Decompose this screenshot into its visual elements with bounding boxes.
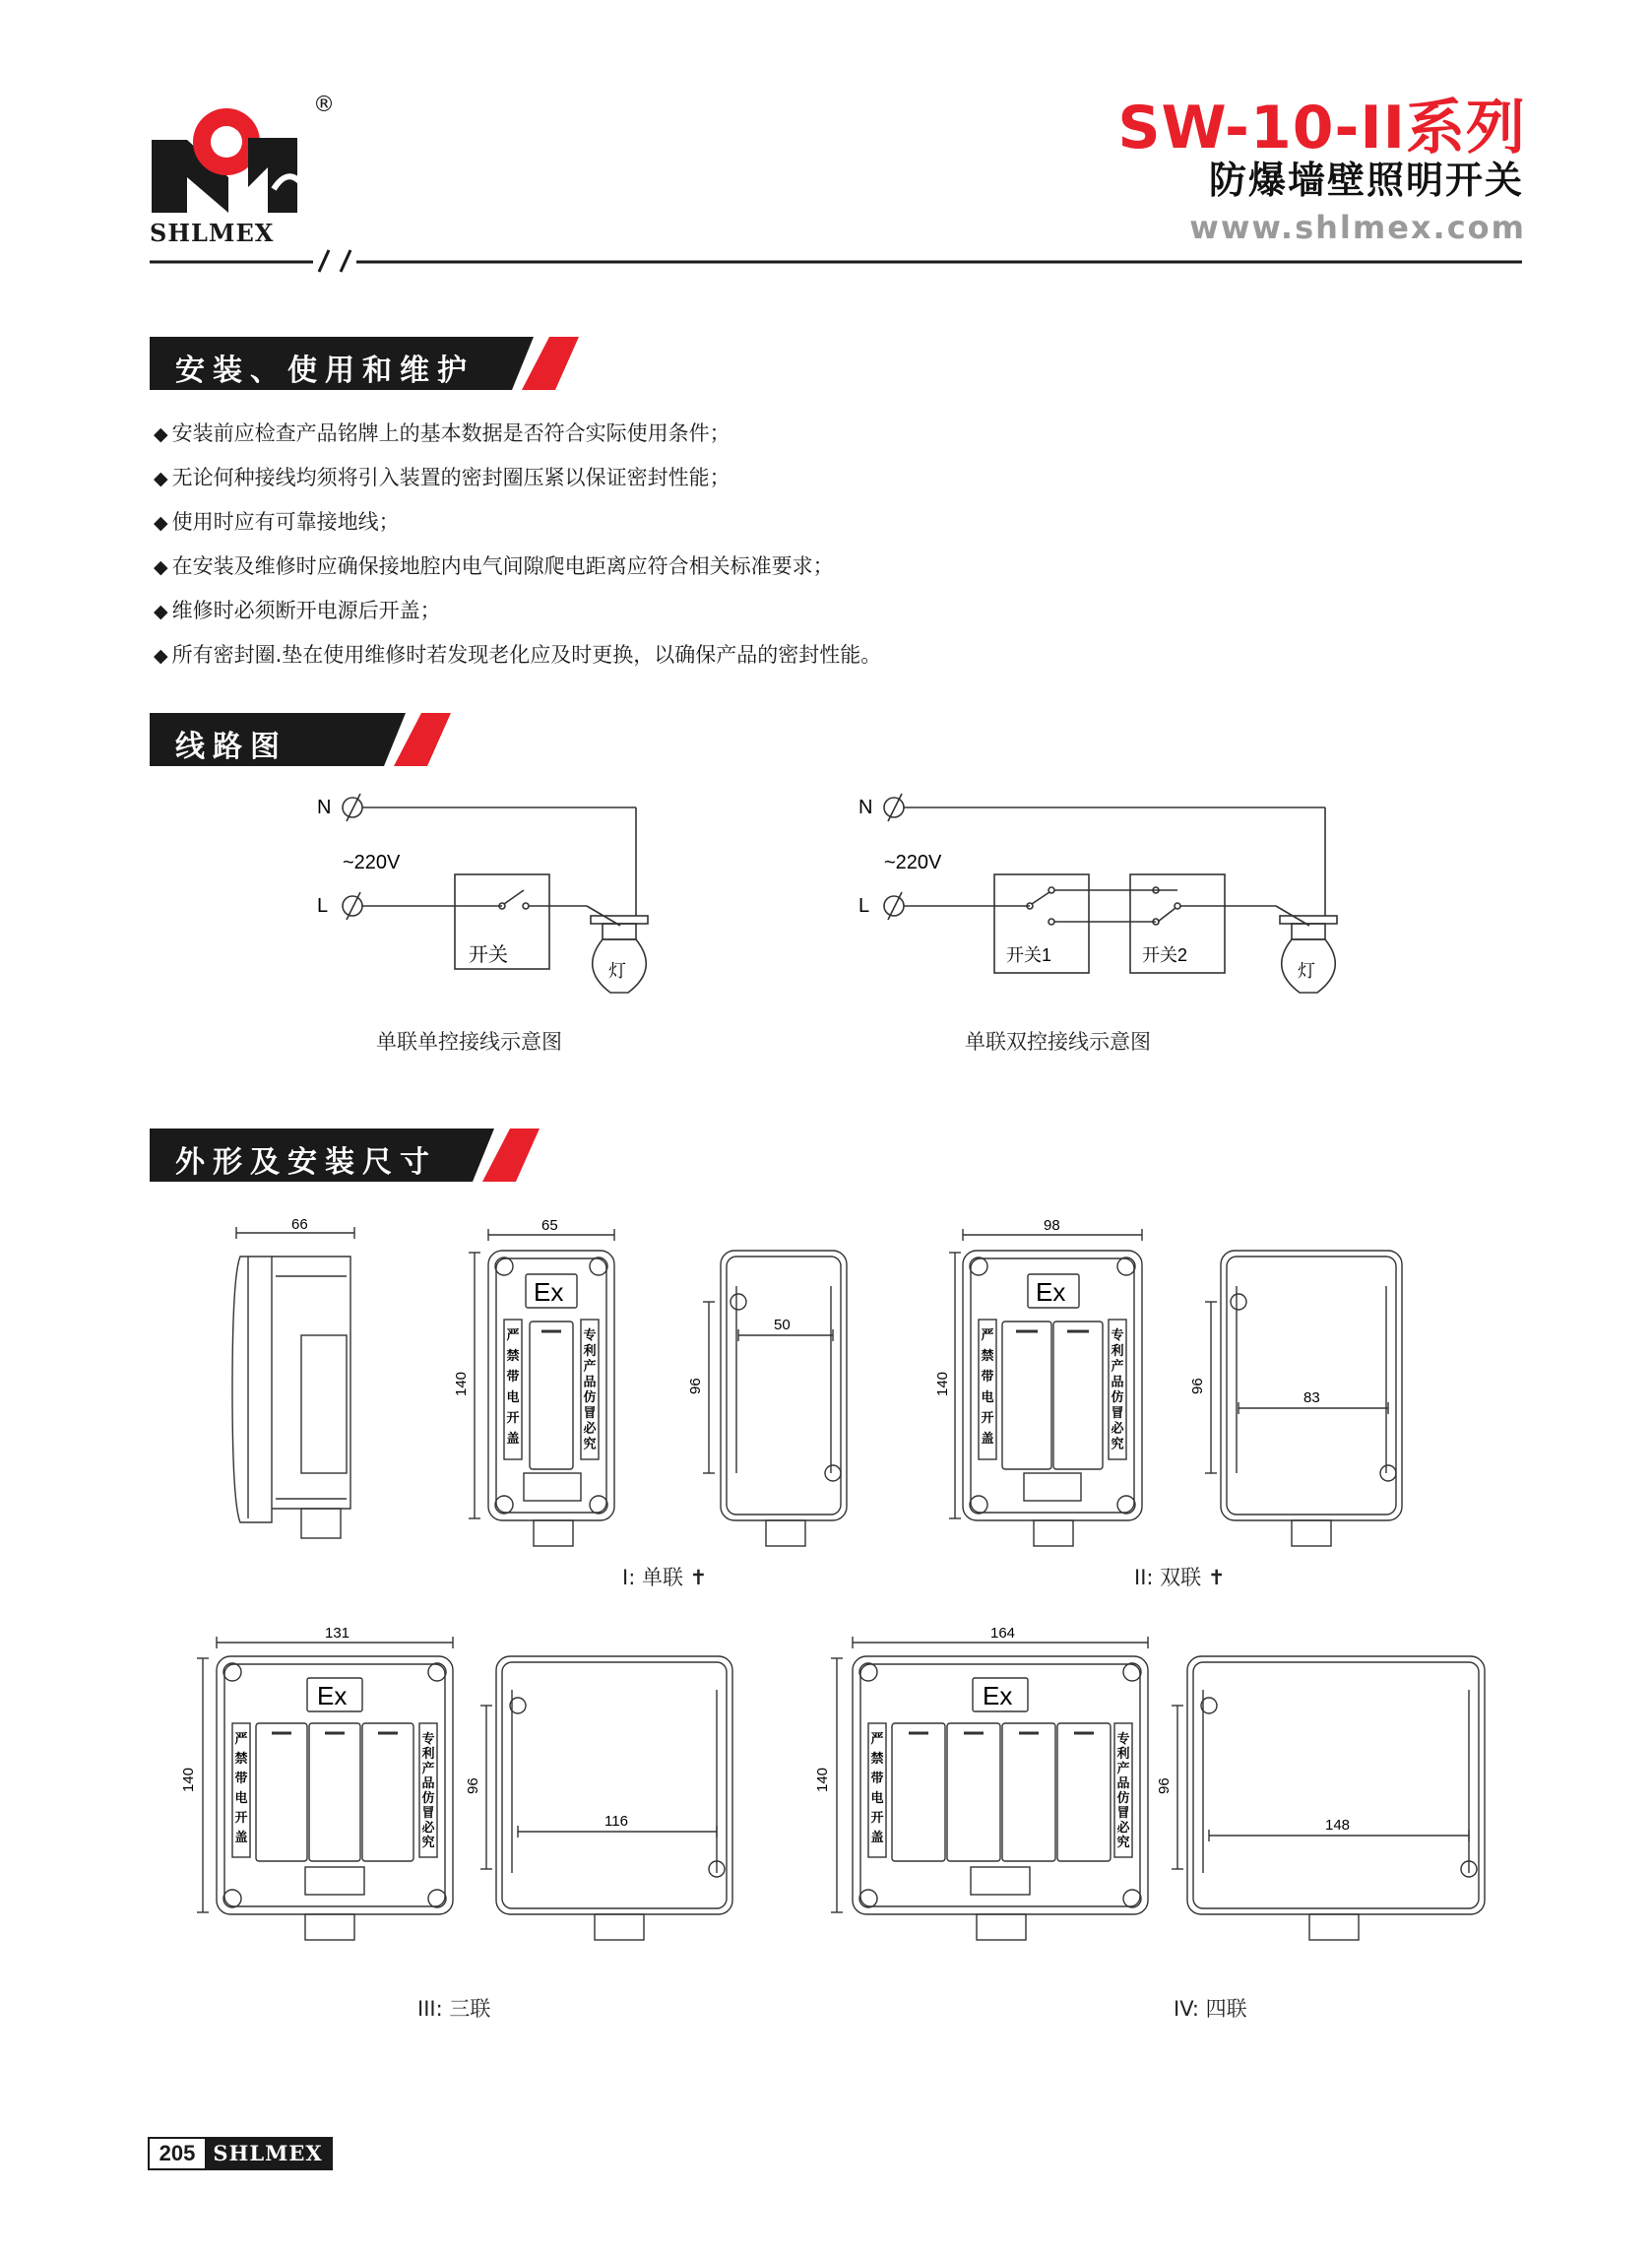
neutral-label: N [317,797,332,818]
front-view-quad [797,1625,1162,1950]
side-depth-label: 66 [291,1216,308,1233]
back-view-quad [1156,1625,1496,1950]
ex-mark: Ex [317,1681,348,1710]
front-view-single [453,1217,630,1552]
install-instructions-list [154,412,881,677]
width-label: 164 [990,1625,1016,1642]
wiring-diagram-single [295,778,689,1004]
back-view-single [689,1217,866,1552]
list-item: ◆ 安装前应检查产品铭牌上的基本数据是否符合实际使用条件； [154,412,881,456]
warning-right-text: 专利产品仿冒必究 [421,1731,435,1849]
series-title: SW-10-II系列 [1117,94,1526,162]
ex-mark: Ex [1036,1277,1066,1307]
footer-brand: SHLMEX [205,2139,331,2168]
mount-width-label: 116 [604,1813,628,1830]
switch-label: 开关 [469,944,508,966]
front-view-triple [177,1625,463,1950]
side-view-drawing [217,1217,374,1552]
website-url[interactable]: www.shlmex.com [1189,209,1526,246]
logo-mark-icon [150,98,317,217]
wiring-diagram-double [837,778,1368,1004]
caption-double-text: II: 双联 [1134,1566,1202,1589]
warning-right-text: 专利产品仿冒必究 [1111,1327,1124,1451]
caption-quad: IV: 四联 [1174,1997,1247,2021]
section-title-dimensions: 外形及安装尺寸 [175,1145,437,1180]
list-item: ◆ 维修时必须断开电源后开盖； [154,589,881,633]
warning-right-text: 专利产品仿冒必究 [1116,1731,1130,1849]
voltage-label: ~220V [343,852,401,873]
list-item: ◆ 在安装及维修时应确保接地腔内电气间隙爬电距离应符合相关标准要求； [154,545,881,589]
mount-width-label: 83 [1303,1389,1320,1406]
front-view-double [934,1217,1162,1552]
height-label: 140 [180,1767,197,1792]
warning-left-text: 严禁带电开盖 [981,1327,994,1446]
brand-logo [150,93,335,247]
mount-height-label: 96 [1189,1378,1206,1394]
warning-left-text: 严禁带电开盖 [234,1731,248,1844]
height-label: 140 [934,1371,951,1396]
caption-triple: III: 三联 [417,1997,491,2021]
cross-icon: ✝ [689,1566,708,1589]
height-label: 140 [453,1371,470,1396]
mount-width-label: 148 [1325,1817,1351,1834]
ex-mark: Ex [534,1277,564,1307]
switch2-label: 开关2 [1142,945,1188,965]
mount-height-label: 96 [465,1777,481,1794]
width-label: 131 [325,1625,350,1642]
warning-left-text: 严禁带电开盖 [506,1327,520,1446]
switch1-label: 开关1 [1006,945,1052,965]
section-title-install: 安装、使用和维护 [175,354,475,388]
voltage-label: ~220V [884,852,942,873]
warning-right-text: 专利产品仿冒必究 [583,1327,597,1451]
width-label: 65 [541,1217,558,1234]
list-item: ◆ 所有密封圈.垫在使用维修时若发现老化应及时更换，以确保产品的密封性能。 [154,633,881,677]
wiring-caption-double: 单联双控接线示意图 [965,1030,1151,1054]
caption-double [1134,1562,1225,1591]
section-title-wiring: 线路图 [175,730,287,764]
live-label: L [858,895,870,917]
back-view-double [1191,1217,1418,1552]
registered-mark: ® [313,93,335,117]
list-item: ◆ 无论何种接线均须将引入装置的密封圈压紧以保证密封性能； [154,456,881,500]
page-footer [148,2137,333,2170]
wiring-caption-single: 单联单控接线示意图 [376,1030,562,1054]
mount-height-label: 96 [1156,1777,1173,1794]
height-label: 140 [814,1767,831,1792]
brand-name: SHLMEX [150,219,275,247]
lamp-label: 灯 [1298,961,1315,981]
ex-mark: Ex [983,1681,1013,1710]
product-name: 防爆墙壁照明开关 [1208,159,1524,202]
section-header-wiring [150,713,455,766]
section-header-dimensions [150,1128,543,1182]
back-view-triple [463,1625,748,1950]
mount-height-label: 96 [687,1378,704,1394]
caption-single-text: I: 单联 [622,1566,683,1589]
cross-icon: ✝ [1207,1566,1226,1589]
header-rule [148,246,1526,276]
mount-width-label: 50 [774,1317,791,1333]
list-item: ◆ 使用时应有可靠接地线； [154,500,881,545]
section-header-install [150,337,583,390]
live-label: L [317,895,329,917]
width-label: 98 [1044,1217,1060,1234]
caption-single [622,1562,707,1591]
warning-left-text: 严禁带电开盖 [870,1731,884,1844]
page-number: 205 [159,2141,196,2165]
lamp-label: 灯 [608,961,626,981]
neutral-label: N [858,797,873,818]
